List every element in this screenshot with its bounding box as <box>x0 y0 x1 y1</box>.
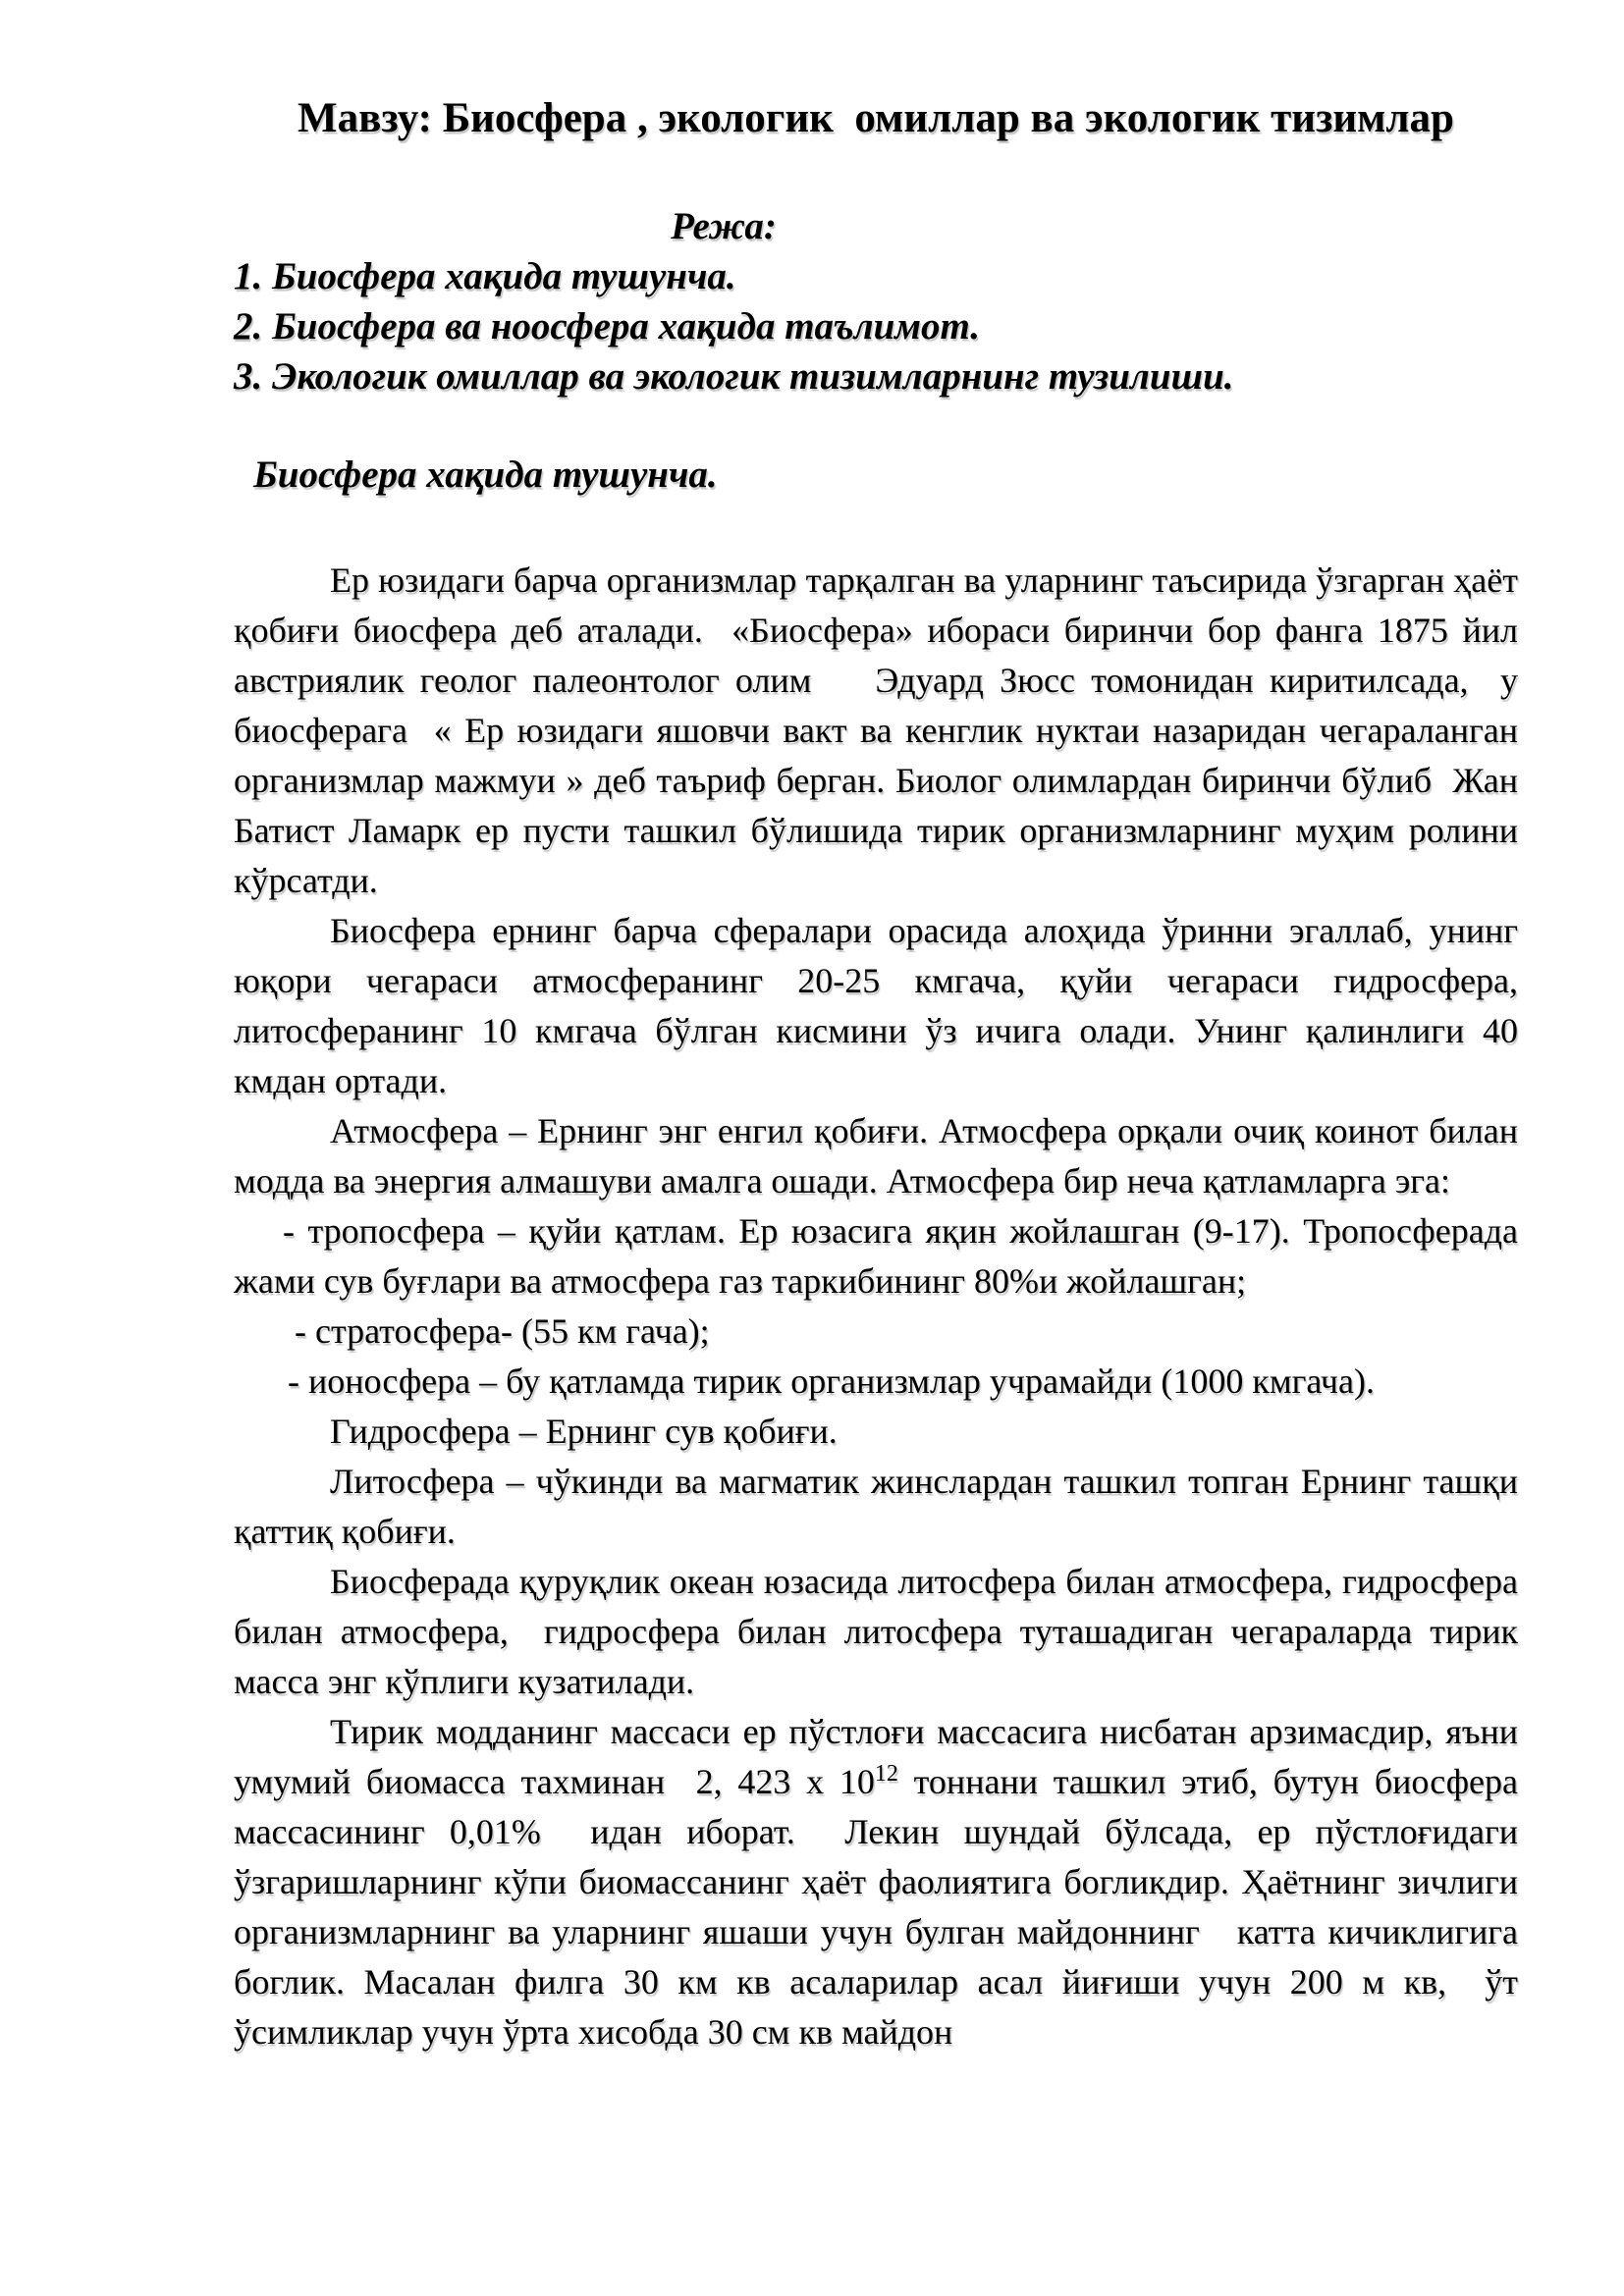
biomass-text-before-superscript: Тирик модданинг массаси ер пўстлоғи массасига нисбатан арзимасдир, яъни умумий биомасса тахминан 2, 423 х 10 <box>234 1712 1527 1801</box>
biomass-text-after-superscript: тоннани ташкил этиб, бутун биосфера массасининг 0,01% идан иборат. Лекин шундай бўлсада, ер пўстлоғидаги ўзгаришларнинг кўпи биомассанинг ҳаёт фаолиятига богликдир. Ҳаётнинг зичлиги организмларнинг ва уларнинг яшаши учун булган майдоннинг катта кичиклигига боглик. Масалан филга 30 км кв асаларилар асал йиғиши учун 200 м кв, ўт ўсимликлар учун ўрта хисобда 30 см кв майдон <box>234 1762 1527 2052</box>
plan-item-2: 2. Биосфера ва ноосфера хақида таълимот. <box>234 305 981 347</box>
paragraph-biosphere-boundaries: Биосфера ернинг барча сфералари орасида алоҳида ўринни эгаллаб, унинг юқори чегараси атмосферанинг 20-25 кмгача, қуйи чегараси гидросфера, литосферанинг 10 кмгача бўлган кисмини ўз ичига олади. Унинг қалинлиги 40 кмдан ортади. <box>234 911 1527 1100</box>
plan-item-1: 1. Биосфера хақида тушунча. <box>234 255 736 297</box>
section-heading: Биосфера хақида тушунча. <box>253 454 718 496</box>
paragraph-atmosphere: Атмосфера – Ернинг энг енгил қобиғи. Атмосфера орқали очиқ коинот билан модда ва энергия алмашуви амалга ошади. Атмосфера бир неча қатламларга эга: <box>234 1111 1527 1201</box>
paragraph-biomass <box>234 1707 1527 2057</box>
paragraph-lithosphere: Литосфера – чўкинди ва магматик жинслардан ташкил топган Ернинг ташқи қаттиқ қобиғи. <box>234 1462 1527 1551</box>
plan-heading: Режа: <box>671 205 777 247</box>
list-item-stratosphere: - стратосфера- (55 км гача); <box>295 1311 710 1351</box>
paragraph-biosphere-definition: Ер юзидаги барча организмлар тарқалган ва уларнинг таъсирида ўзгарган ҳаёт қобиғи биосфера деб аталади. «Биосфера» ибораси биринчи бор фанга 1875 йил австриялик геолог палеонтолог олим Эдуард Зюсс томонидан киритилсада, у биосферага « Ер юзидаги яшовчи вакт ва кенглик нуктаи назаридан чегараланган организмлар мажмуи » деб таъриф берган. Биолог олимлардан биринчи бўлиб Жан Батист Ламарк ер пусти ташкил бўлишида тирик организмларнинг муҳим ролини кўрсатди. <box>234 561 1536 900</box>
list-item-troposphere: - тропосфера – қуйи қатлам. Ер юзасига яқин жойлашган (9-17). Тропосферада жами сув буғлари ва атмосфера газ таркибининг 80%и жойлашган; <box>234 1211 1527 1301</box>
document-title: Мавзу: Биосфера , экологик омиллар ва экологик тизимлар <box>298 95 1454 141</box>
paragraph-biosphere-borders: Биосферада қуруқлик океан юзасида литосфера билан атмосфера, гидросфера билан атмосфера, гидросфера билан литосфера туташадиган чегараларда тирик масса энг кўплиги кузатилади. <box>234 1562 1527 1701</box>
plan-item-3: 3. Экологик омиллар ва экологик тизимларнинг тузилиши. <box>234 355 1234 398</box>
biomass-superscript-exponent: 12 <box>874 1761 898 1787</box>
list-item-ionosphere: - ионосфера – бу қатламда тирик организмлар учрамайди (1000 кмгача). <box>288 1362 1375 1401</box>
paragraph-hydrosphere: Гидросфера – Ернинг сув қобиғи. <box>330 1412 838 1451</box>
document-content <box>234 0 1536 2057</box>
